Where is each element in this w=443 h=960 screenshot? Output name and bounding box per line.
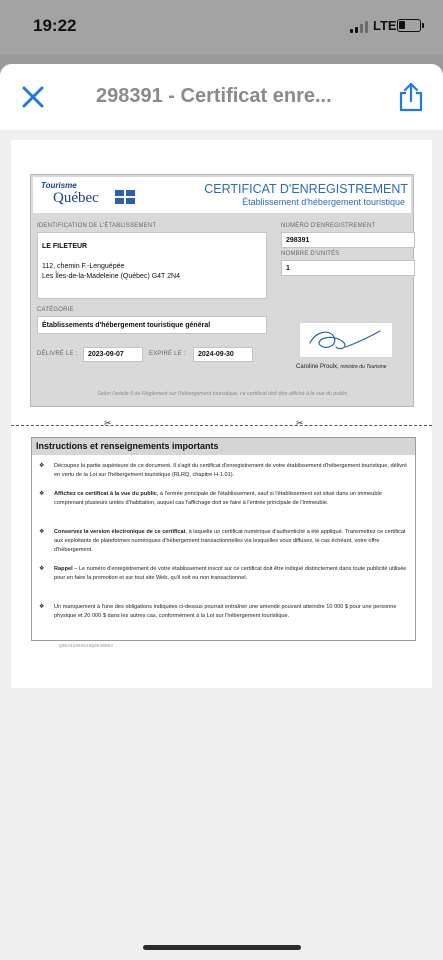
status-time: 19:22 — [33, 16, 77, 35]
expires-box — [193, 347, 253, 362]
instruction-text: , à l'entrée principale de l'établissement, sauf si l'établissement est situé dans un immeuble comprenant plusieurs unités d'habitation, auquel cas l'affichage doit se faire à l'entrée principale de l'immeuble. — [54, 491, 382, 506]
cut-line — [11, 425, 432, 426]
bullet-icon: ❖ — [39, 566, 45, 572]
certificate-header — [33, 177, 411, 213]
close-icon — [20, 84, 46, 110]
certificate-card — [30, 174, 414, 407]
home-indicator[interactable] — [143, 945, 301, 950]
sheet-header — [0, 64, 443, 130]
bullet-icon: ❖ — [39, 463, 45, 469]
units-value: 1 — [286, 265, 290, 272]
category-box — [37, 316, 267, 334]
status-bar — [0, 0, 443, 54]
battery-icon — [397, 19, 421, 32]
document-reference: Q00432003646Q0030003 — [59, 644, 114, 649]
close-button[interactable] — [20, 84, 46, 110]
registration-number-box — [281, 232, 415, 248]
scissors-icon: ✂ — [296, 418, 304, 428]
instruction-text: , à laquelle un certificat numérique d'authenticité a été appliqué. Transmettez ce certificat aux exploitants de plateformes numériques d'hébergement transactionnelles via lesquelles vous diffusez, le cas échéant, votre offre d'hébergement. — [54, 529, 406, 553]
registration-number-label: NUMÉRO D'ENREGISTREMENT — [281, 223, 376, 229]
expires-label: EXPIRÉ LE : — [149, 351, 186, 357]
quebec-flag-icon — [115, 190, 135, 204]
instruction-text: – Le numéro d'enregistrement de votre établissement inscrit sur ce certificat doit être indiqué distinctement dans toute publicité utilisée pour en faire la promotion et sur tout site Web, qu'il soit ou non transactionnel. — [54, 566, 407, 581]
instruction-text: Découpez la partie supérieure de ce document. Il s'agit du certificat d'enregistrement de votre établissement d'hébergement touristique, délivré en vertu de la Loi sur l'hébergement touristique (RLRQ, chapitre H-1.01). — [54, 463, 408, 478]
instruction-bold: Conservez la version électronique de ce certificat — [54, 529, 186, 535]
issued-label: DÉLIVRÉ LE : — [37, 351, 78, 357]
instruction-text: Un manquement à l'une des obligations indiquées ci-dessus pourrait entraîner une amende pouvant atteindre 10 000 $ pour une personne physique et 20 000 $ dans les autres cas, conformément à la Loi sur l'hébergement touristique. — [54, 604, 397, 619]
pdf-page[interactable] — [11, 140, 432, 688]
category-label: CATÉGORIE — [37, 307, 74, 313]
scissors-icon: ✂ — [104, 418, 112, 428]
address-line2: Les Îles-de-la-Madeleine (Québec) G4T 2N4 — [42, 273, 180, 280]
identification-label: IDENTIFICATION DE L'ÉTABLISSEMENT — [37, 223, 157, 229]
network-type: LTE — [373, 18, 397, 33]
expires-date: 2024-09-30 — [198, 351, 234, 358]
category-value: Établissements d'hébergement touristique général — [42, 322, 211, 329]
instruction-bold: Rappel — [54, 566, 73, 572]
signatory-title: ministre du Tourisme — [340, 364, 387, 370]
certificate-footnote: Selon l'article 9 du Règlement sur l'hébergement touristique, ce certificat doit être affiché à la vue du public. — [97, 391, 349, 397]
issued-box — [83, 347, 143, 362]
signatory-name-text: Caroline Proulx, — [296, 364, 339, 370]
document-sheet — [0, 64, 443, 960]
address-line1: 112, chemin F.-Lenguépée — [42, 263, 125, 270]
signal-strength-icon — [350, 21, 370, 33]
logo-main-text: Québec — [53, 190, 99, 206]
establishment-name: LE FILETEUR — [42, 243, 88, 250]
logo-top-text: Tourisme — [41, 181, 77, 190]
certificate-title: CERTIFICAT D'ENREGISTREMENT — [204, 182, 408, 196]
tourisme-quebec-logo — [39, 181, 149, 209]
bullet-icon: ❖ — [39, 491, 45, 497]
identification-box — [37, 232, 267, 299]
bullet-icon: ❖ — [39, 604, 45, 610]
signatory-name — [296, 364, 387, 370]
issued-date: 2023-09-07 — [88, 351, 124, 358]
minister-signature — [300, 323, 392, 357]
instructions-title: Instructions et renseignements importants — [32, 438, 415, 455]
document-title: 298391 - Certificat enre... — [96, 85, 332, 107]
instructions-box — [31, 437, 416, 641]
share-icon — [398, 82, 424, 112]
registration-number: 298391 — [286, 237, 310, 244]
bullet-icon: ❖ — [39, 529, 45, 535]
share-button[interactable] — [398, 82, 424, 112]
certificate-subtitle: Établissement d'hébergement touristique — [242, 197, 405, 207]
instruction-bold: Affichez ce certificat à la vue du public — [54, 491, 157, 497]
units-label: NOMBRE D'UNITÉS — [281, 251, 340, 257]
units-box — [281, 260, 415, 276]
